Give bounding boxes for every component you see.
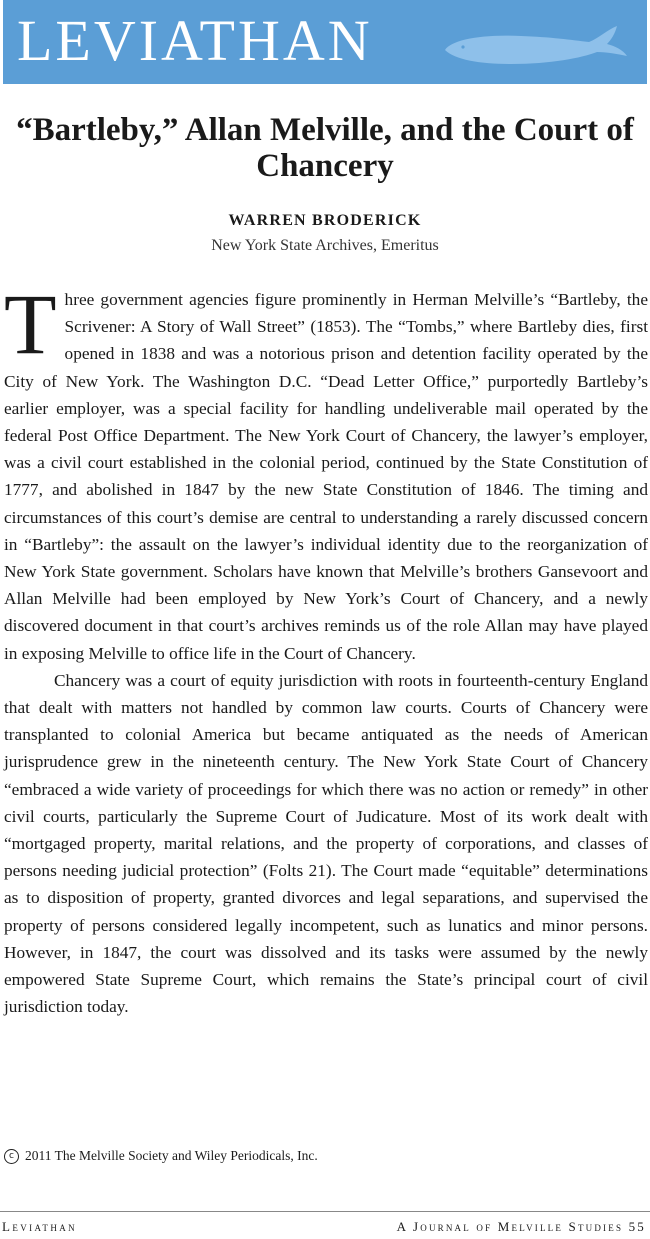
drop-cap: T: [4, 276, 57, 372]
journal-title: LEVIATHAN: [17, 8, 373, 73]
article-title: “Bartleby,” Allan Melville, and the Court of Chancery: [16, 112, 634, 184]
copyright-notice: [4, 1147, 318, 1165]
paragraph-1-text: hree government agencies figure prominently in Herman Melville’s “Bartleby, the Scrivener: A Story of Wall Street” (1853). The “Tombs,” where Bartleby dies, first opened in 1838 and was a notorious prison and detention facility operated by the City of New York. The Washington D.C. “Dead Letter Office,” purportedly Bartleby’s earlier employer, was a special facility for handling undeliverable mail operated by the federal Post Office Department. The New York Court of Chancery, the lawyer’s employer, was a civil court established in the colonial period, continued by the State Constitution of 1777, and abolished in 1847 by the new State Constitution of 1846. The timing and circumstances of this court’s demise are central to understanding a rarely discussed concern in “Bartleby”: the assault on the lawyer’s individual identity due to the reorganization of New York State government. Scholars have known that Melville’s brothers Gansevoort and Allan Melville had been employed by New York’s Court of Chancery, and a newly discovered document in that court’s archives reminds us of the role Allan may have played in exposing Melville to office life in the Court of Chancery.: [4, 290, 648, 663]
paragraph-1: [4, 276, 648, 667]
journal-banner: [3, 0, 647, 84]
author-name: WARREN BRODERICK: [228, 212, 422, 229]
footer-journal-subtitle-page: A Journal of Melville Studies 55: [396, 1219, 646, 1234]
paragraph-2: Chancery was a court of equity jurisdiction with roots in fourteenth-century England that dealt with matters not handled by common law courts. Courts of Chancery were transplanted to colonial America but became antiquated as the needs of American jurisprudence grew in the nineteenth century. The New York State Court of Chancery “embraced a wide variety of proceedings for which there was no action or remedy” in other civil courts, particularly the Supreme Court of Judicature. Most of its work dealt with “mortgaged property, marital relations, and the property of corporations, and classes of persons needing judicial protection” (Folts 21). The Court made “equitable” determinations as to disposition of property, granted divorces and legal separations, and supervised the property of persons considered legally incompetent, such as lunatics and minor persons. However, in 1847, the court was dissolved and its tasks were assumed by the newly empowered State Supreme Court, which remains the State’s principal court of civil jurisdiction today.: [4, 670, 648, 1017]
footer-divider: [0, 1211, 650, 1212]
whale-icon: [441, 20, 631, 70]
author-affiliation: New York State Archives, Emeritus: [211, 237, 439, 254]
copyright-icon: c: [4, 1149, 19, 1164]
footer-journal-name: Leviathan: [2, 1219, 78, 1234]
article-body: [4, 276, 648, 1020]
copyright-text: 2011 The Melville Society and Wiley Periodicals, Inc.: [25, 1148, 318, 1163]
